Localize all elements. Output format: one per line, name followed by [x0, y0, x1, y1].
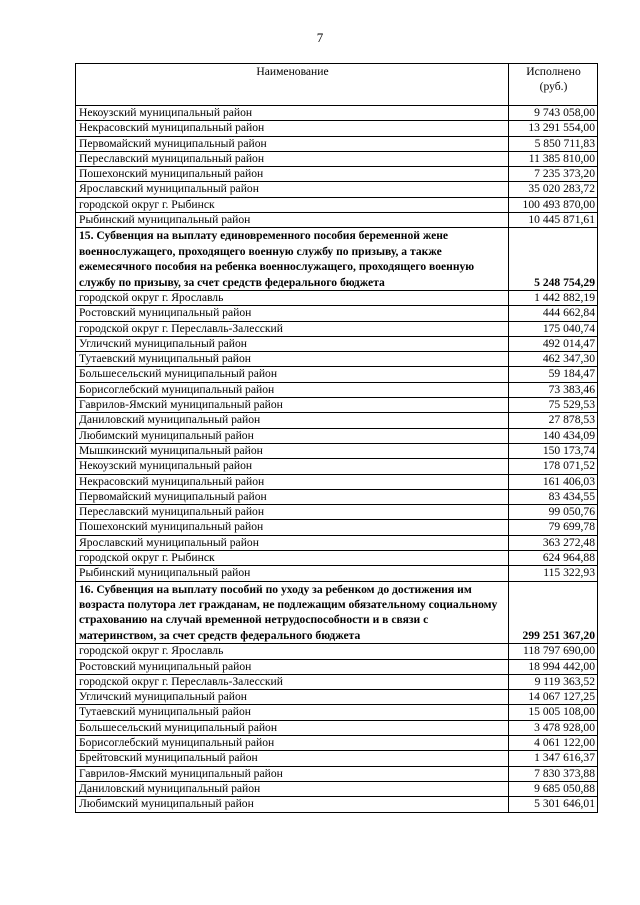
row-amount: 1 347 616,37 — [509, 751, 598, 766]
section-15-row — [76, 228, 598, 291]
table-row — [76, 766, 598, 781]
row-name: Ростовский муниципальный район — [76, 659, 509, 674]
row-amount: 59 184,47 — [509, 367, 598, 382]
table-row — [76, 690, 598, 705]
table-row — [76, 106, 598, 121]
row-amount: 5 301 646,01 — [509, 797, 598, 812]
row-amount: 15 005 108,00 — [509, 705, 598, 720]
row-amount: 492 014,47 — [509, 336, 598, 351]
table-row — [76, 398, 598, 413]
row-name: Ярославский муниципальный район — [76, 182, 509, 197]
table-row — [76, 413, 598, 428]
table-row — [76, 306, 598, 321]
row-amount: 178 071,52 — [509, 459, 598, 474]
row-amount: 444 662,84 — [509, 306, 598, 321]
row-amount: 14 067 127,25 — [509, 690, 598, 705]
table-row — [76, 197, 598, 212]
row-amount: 11 385 810,00 — [509, 151, 598, 166]
table-row — [76, 566, 598, 581]
row-amount: 150 173,74 — [509, 443, 598, 458]
table-row — [76, 428, 598, 443]
row-name: Большесельский муниципальный район — [76, 720, 509, 735]
table-row — [76, 674, 598, 689]
row-name: Рыбинский муниципальный район — [76, 566, 509, 581]
row-amount: 140 434,09 — [509, 428, 598, 443]
table-row — [76, 367, 598, 382]
row-amount: 175 040,74 — [509, 321, 598, 336]
table-row — [76, 443, 598, 458]
table-row — [76, 751, 598, 766]
row-amount: 161 406,03 — [509, 474, 598, 489]
block-c-rows — [76, 644, 598, 812]
row-amount: 35 020 283,72 — [509, 182, 598, 197]
row-name: городской округ г. Рыбинск — [76, 197, 509, 212]
table-row — [76, 474, 598, 489]
table-row — [76, 535, 598, 550]
row-amount: 9 119 363,52 — [509, 674, 598, 689]
section-15-amount: 5 248 754,29 — [509, 228, 598, 291]
row-name: Некрасовский муниципальный район — [76, 474, 509, 489]
row-amount: 100 493 870,00 — [509, 197, 598, 212]
section-16-row — [76, 581, 598, 644]
row-name: Рыбинский муниципальный район — [76, 213, 509, 228]
table-row — [76, 520, 598, 535]
row-name: Тутаевский муниципальный район — [76, 705, 509, 720]
row-name: Переславский муниципальный район — [76, 505, 509, 520]
row-name: Даниловский муниципальный район — [76, 413, 509, 428]
table-row — [76, 213, 598, 228]
row-amount: 115 322,93 — [509, 566, 598, 581]
block-b-rows — [76, 291, 598, 582]
row-name: городской округ г. Переславль-Залесский — [76, 674, 509, 689]
section-16-amount: 299 251 367,20 — [509, 581, 598, 644]
row-name: Переславский муниципальный район — [76, 151, 509, 166]
row-amount: 27 878,53 — [509, 413, 598, 428]
row-amount: 13 291 554,00 — [509, 121, 598, 136]
row-name: Ярославский муниципальный район — [76, 535, 509, 550]
row-name: городской округ г. Ярославль — [76, 291, 509, 306]
row-name: Некоузский муниципальный район — [76, 106, 509, 121]
table-row — [76, 167, 598, 182]
row-amount: 624 964,88 — [509, 551, 598, 566]
table-row — [76, 151, 598, 166]
row-name: Даниловский муниципальный район — [76, 781, 509, 796]
section-16-title: 16. Субвенция на выплату пособий по уходу за ребенком до достижения им возраста полутора лет гражданам, не подлежащим обязательному социальному страхованию на случай временной нетрудоспособности и в связи с материнством, за счет средств федерального бюджета — [76, 581, 509, 644]
row-amount: 83 434,55 — [509, 489, 598, 504]
row-name: Гаврилов-Ямский муниципальный район — [76, 398, 509, 413]
table-row — [76, 644, 598, 659]
table-row — [76, 459, 598, 474]
table-row — [76, 321, 598, 336]
subvention-table — [75, 63, 598, 813]
table-row — [76, 551, 598, 566]
row-name: Борисоглебский муниципальный район — [76, 382, 509, 397]
row-amount: 9 743 058,00 — [509, 106, 598, 121]
table-row — [76, 352, 598, 367]
row-name: городской округ г. Переславль-Залесский — [76, 321, 509, 336]
row-name: Первомайский муниципальный район — [76, 136, 509, 151]
row-name: Некрасовский муниципальный район — [76, 121, 509, 136]
row-amount: 10 445 871,61 — [509, 213, 598, 228]
row-name: Большесельский муниципальный район — [76, 367, 509, 382]
table-row — [76, 781, 598, 796]
row-name: Гаврилов-Ямский муниципальный район — [76, 766, 509, 781]
row-amount: 9 685 050,88 — [509, 781, 598, 796]
table-row — [76, 136, 598, 151]
table-row — [76, 720, 598, 735]
row-name: Мышкинский муниципальный район — [76, 443, 509, 458]
row-amount: 99 050,76 — [509, 505, 598, 520]
table-row — [76, 121, 598, 136]
table-row — [76, 505, 598, 520]
table-row — [76, 382, 598, 397]
column-header-amount-line1: Исполнено — [526, 65, 581, 78]
row-amount: 18 994 442,00 — [509, 659, 598, 674]
row-amount: 73 383,46 — [509, 382, 598, 397]
row-amount: 3 478 928,00 — [509, 720, 598, 735]
row-amount: 1 442 882,19 — [509, 291, 598, 306]
row-name: Некоузский муниципальный район — [76, 459, 509, 474]
section-15-title: 15. Субвенция на выплату единовременного пособия беременной жене военнослужащего, проходящего военную службу по призыву, а также ежемесячного пособия на ребенка военнослужащего, проходящего военную службу по призыву, за счет средств федерального бюджета — [76, 228, 509, 291]
row-name: Брейтовский муниципальный район — [76, 751, 509, 766]
row-name: Любимский муниципальный район — [76, 428, 509, 443]
table-row — [76, 182, 598, 197]
table-row — [76, 291, 598, 306]
table-header-row — [76, 64, 598, 106]
row-name: Угличский муниципальный район — [76, 336, 509, 351]
table-row — [76, 659, 598, 674]
table-row — [76, 705, 598, 720]
row-amount: 7 830 373,88 — [509, 766, 598, 781]
row-name: Пошехонский муниципальный район — [76, 167, 509, 182]
block-a-rows — [76, 106, 598, 228]
row-amount: 7 235 373,20 — [509, 167, 598, 182]
row-name: Угличский муниципальный район — [76, 690, 509, 705]
row-name: Любимский муниципальный район — [76, 797, 509, 812]
row-amount: 462 347,30 — [509, 352, 598, 367]
page-number: 7 — [316, 30, 324, 45]
column-header-amount — [509, 64, 598, 106]
column-header-amount-line2: (руб.) — [539, 80, 568, 93]
row-name: Первомайский муниципальный район — [76, 489, 509, 504]
row-name: Борисоглебский муниципальный район — [76, 736, 509, 751]
row-name: городской округ г. Ярославль — [76, 644, 509, 659]
table-row — [76, 489, 598, 504]
row-amount: 118 797 690,00 — [509, 644, 598, 659]
row-amount: 79 699,78 — [509, 520, 598, 535]
table-row — [76, 336, 598, 351]
row-amount: 4 061 122,00 — [509, 736, 598, 751]
table-row — [76, 797, 598, 812]
row-name: Тутаевский муниципальный район — [76, 352, 509, 367]
row-name: городской округ г. Рыбинск — [76, 551, 509, 566]
row-amount: 75 529,53 — [509, 398, 598, 413]
row-amount: 5 850 711,83 — [509, 136, 598, 151]
column-header-name: Наименование — [76, 64, 509, 106]
row-name: Ростовский муниципальный район — [76, 306, 509, 321]
row-name: Пошехонский муниципальный район — [76, 520, 509, 535]
row-amount: 363 272,48 — [509, 535, 598, 550]
table-row — [76, 736, 598, 751]
